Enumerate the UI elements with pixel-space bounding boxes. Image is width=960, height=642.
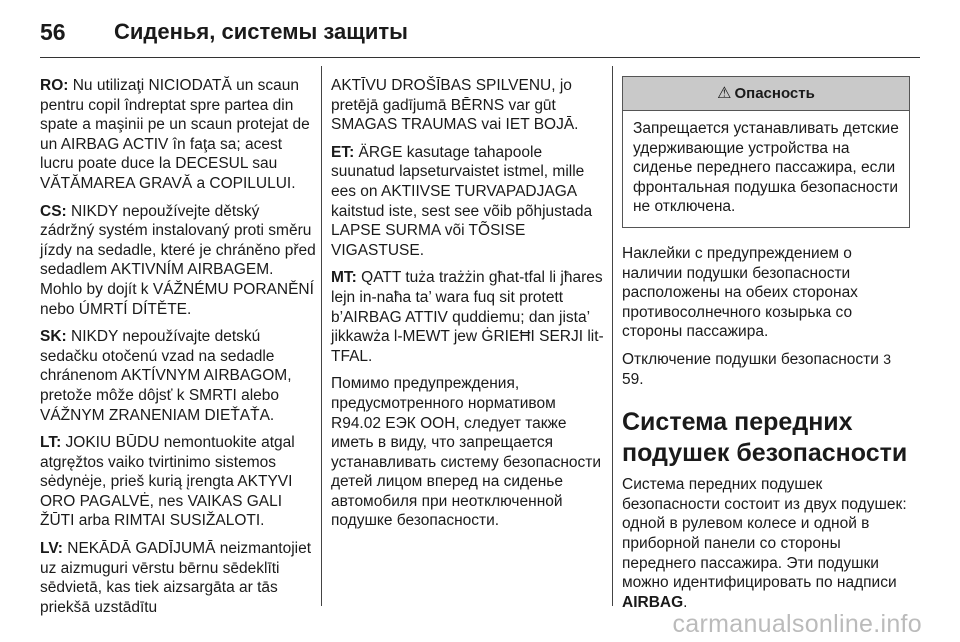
- language-code: RO:: [40, 77, 69, 94]
- header-divider: [40, 57, 920, 58]
- language-code: LT:: [40, 434, 62, 452]
- column-left: [40, 76, 316, 625]
- page-number: 56: [40, 18, 66, 45]
- section-paragraph: Система передних подушек безопасности состоит из двух подушек: одной в рулевом колесе и одной в приборной панели со стороны переднего пассажира. Эти подушки можно идентифицировать по надписи AIRBAG.: [622, 476, 907, 611]
- danger-box-text: Запрещается устанавливать детские удерживающие устройства на сиденье переднего пассажира, если фронтальная подушка безопасности не отключена.: [633, 120, 899, 216]
- page-title: Сиденья, системы защиты: [114, 19, 408, 44]
- section-heading: Система передних подушек безопасности: [622, 408, 908, 468]
- danger-box-header: [623, 77, 909, 111]
- warning-sk: [40, 327, 316, 425]
- warning-mt: [331, 268, 605, 366]
- column-middle: [331, 76, 605, 539]
- danger-box: [622, 76, 910, 228]
- warning-text: NIKDY nepoužívejte dětský zádržný systém instalovaný proti směru jízdy na sedadle, které je chráněno před sedadlem AKTIVNÍM AIRBAGEM. Mohlo by dojít k VÁŽNÉMU PORANĚNÍ nebo ÚMRTÍ DÍTĚTE.: [40, 202, 316, 318]
- watermark: carmanualsonline.info: [672, 610, 922, 638]
- warning-text: ÄRGE kasutage tahapoole suunatud lapseturvaistet istmel, mille ees on AKTIIVSE TURVAPADJAGA kaitstud iste, sest see võib põhjustada LAPSE SURMA või TÕSISE VIGASTUSE.: [331, 143, 593, 259]
- warning-et: [331, 143, 605, 261]
- airbag-label: AIRBAG: [622, 593, 684, 611]
- warning-text: JOKIU BŪDU nemontuokite atgal atgręžtos vaiko tvirtinimo sistemos sėdynėje, prieš kurią įrengta AKTYVI ORO PAGALVĖ, nes VAIKAS GALI ŽŪTI arba RIMTAI SUSIŽALOTI.: [40, 434, 295, 530]
- warning-ro: [40, 76, 316, 194]
- language-code: CS:: [40, 202, 67, 220]
- language-code: SK:: [40, 328, 67, 346]
- deactivation-paragraph: Отключение подушки безопасности 3 59.: [622, 350, 892, 388]
- language-code: ET:: [331, 143, 355, 161]
- warning-lv: [40, 539, 316, 617]
- warning-cs: [40, 202, 316, 320]
- warning-text: NIKDY nepoužívajte detskú sedačku otočenú vzad na sedadle chránenom AKTÍVNYM AIRBAGOM, pretože môže dôjsť k SMRTI alebo VÁŽNYM ZRANENIAM DIEŤAŤA.: [40, 328, 292, 424]
- warning-triangle-icon: ⚠: [717, 84, 732, 102]
- language-code: MT:: [331, 269, 357, 287]
- warning-ru: Помимо предупреждения, предусмотренного нормативом R94.02 ЕЭК ООН, следует также иметь в виду, что запрещается устанавливать систему безопасности детей лицом вперед на сиденье автомобиля при неотключенной подушке безопасности.: [331, 375, 602, 530]
- warning-text: QATT tuża trażżin għat-tfal li jħares lejn in-naħa ta’ wara fuq sit protett b’AIRBAG ATTIV quddiemu; dan jista’ jikkawża l-MEWT jew ĠRIEĦI SERJI lit-TFAL.: [331, 269, 604, 365]
- column-divider: [321, 66, 322, 606]
- page-reference[interactable]: 59.: [622, 370, 644, 388]
- column-right: [622, 76, 910, 620]
- column-divider: [612, 66, 613, 606]
- stickers-paragraph: Наклейки с предупреждением о наличии подушки безопасности расположены на обеих сторонах противосолнечного козырька со стороны пассажира.: [622, 244, 858, 341]
- language-code: LV:: [40, 540, 63, 558]
- warning-text: NEKĀDĀ GADĪJUMĀ neizmantojiet uz aizmuguri vērstu bērnu sēdeklīti sēdvietā, kas tiek aizsargāta ar tās priekšā uzstādītu: [40, 540, 312, 616]
- warning-lv-continued: AKTĪVU DROŠĪBAS SPILVENU, jo pretējā gadījumā BĒRNS var gūt SMAGAS TRAUMAS vai IET BOJĀ.: [331, 77, 579, 134]
- reference-arrow-icon: 3: [883, 350, 892, 367]
- page-header: [40, 12, 408, 52]
- danger-box-title: Опасность: [734, 84, 815, 102]
- warning-text: Nu utilizaţi NICIODATĂ un scaun pentru copil îndreptat spre partea din spate a maşinii pe un scaun protejat de un AIRBAG ACTIV în faţa sa; acest lucru poate duce la DECESUL sau VĂTĂMAREA GRAVĂ a COPILULUI.: [40, 77, 310, 192]
- warning-lt: [40, 433, 316, 531]
